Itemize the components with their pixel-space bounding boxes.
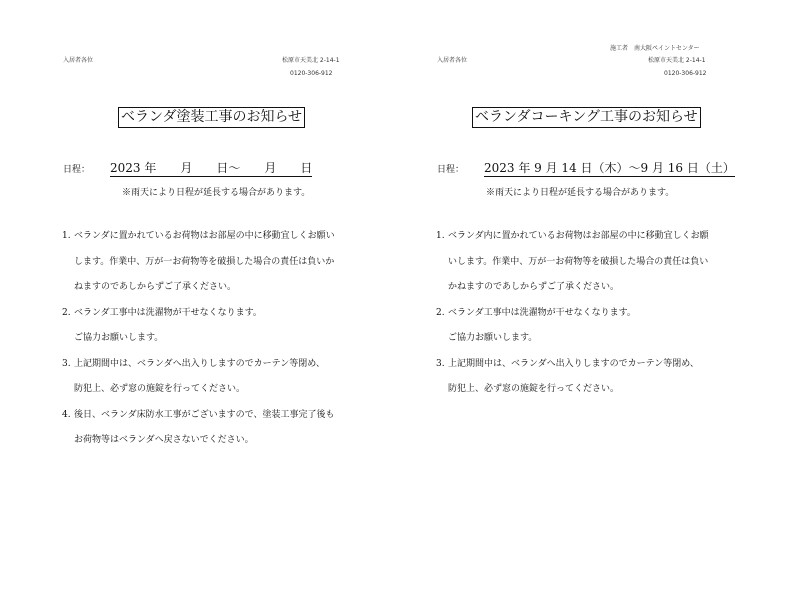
item-number: 3. [436, 358, 445, 369]
item-text: 上記期間中は、ベランダへ出入りしますのでカーテン等閉め、 防犯上、必ず窓の施錠を行ってください。 [74, 358, 325, 394]
item-text: ベランダ工事中は洗濯物が干せなくなります。 ご協力お願いします。 [448, 307, 636, 343]
rain-delay-note: ※雨天により日程が延長する場合があります。 [486, 188, 675, 198]
address-text: 松原市天美北 2-14-1 [648, 57, 706, 64]
list-item [436, 224, 746, 301]
notice-title: ベランダ塗装工事のお知らせ [118, 107, 305, 128]
item-text: ベランダ工事中は洗濯物が干せなくなります。 ご協力お願いします。 [74, 307, 262, 343]
schedule-label: 日程： [437, 165, 465, 175]
item-number: 4. [62, 409, 71, 420]
item-number: 2. [62, 307, 71, 318]
item-number: 3. [62, 358, 71, 369]
item-number: 1. [62, 231, 71, 241]
list-item [62, 301, 372, 352]
item-number: 1. [436, 231, 445, 241]
item-number: 2. [436, 307, 445, 318]
contractor-name: 施工者 南大阪ペイントセンター [610, 45, 700, 52]
notice-balcony-caulking [400, 0, 800, 600]
item-text: ベランダ内に置かれているお荷物はお部屋の中に移動宜しくお願 いします。作業中、万が一お荷物等を破損した場合の責任は負い かねますのであしからずご了承ください。 [448, 231, 709, 292]
recipient-label: 入居者各位 [437, 57, 468, 64]
schedule-dates: 2023 年 月 日～ 月 日 [110, 161, 313, 175]
address-text: 松原市天美北 2-14-1 [282, 57, 340, 64]
instruction-list [436, 224, 746, 403]
schedule-dates: 2023 年 9 月 14 日（木）～9 月 16 日（土） [484, 161, 735, 175]
item-text: 後日、ベランダ床防水工事がございますので、塗装工事完了後も お荷物等はベランダへ戻さないでください。 [74, 409, 335, 445]
phone-number: 0120-306-912 [290, 70, 333, 77]
schedule-label: 日程： [63, 165, 91, 175]
item-text: ベランダに置かれているお荷物はお部屋の中に移動宜しくお願い します。作業中、万が一お荷物等を破損した場合の責任は負いか ねますのであしからずご了承ください。 [74, 231, 335, 292]
list-item [62, 352, 372, 403]
notice-title: ベランダコーキング工事のお知らせ [472, 107, 701, 128]
item-text: 上記期間中は、ベランダへ出入りしますのでカーテン等閉め、 防犯上、必ず窓の施錠を行ってください。 [448, 358, 699, 394]
list-item [62, 224, 372, 301]
list-item [436, 301, 746, 352]
instruction-list [62, 224, 372, 454]
list-item [62, 403, 372, 454]
rain-delay-note: ※雨天により日程が延長する場合があります。 [122, 188, 311, 198]
list-item [436, 352, 746, 403]
phone-number: 0120-306-912 [664, 70, 707, 77]
recipient-label: 入居者各位 [63, 57, 94, 64]
